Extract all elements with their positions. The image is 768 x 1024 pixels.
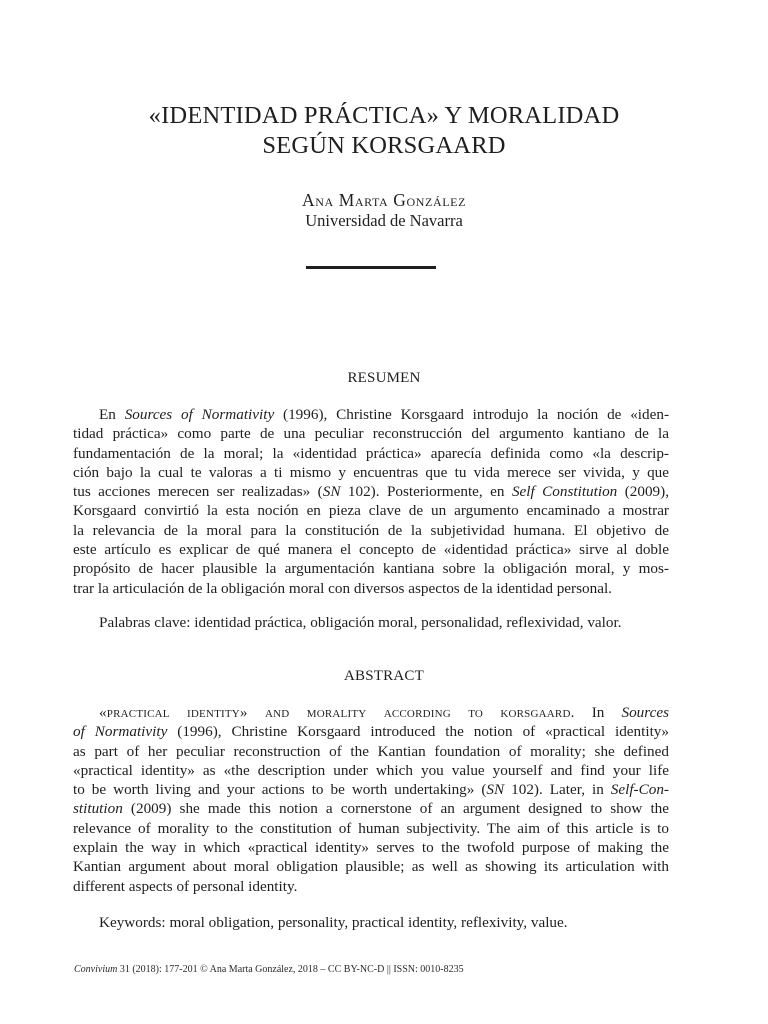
text-line <box>73 463 669 482</box>
text-run: of Normativity <box>73 723 168 741</box>
text-run: 102). Later, in <box>504 781 611 799</box>
text-run: Self-Con- <box>610 781 669 799</box>
resumen-keywords: Palabras clave: identidad práctica, obligación moral, personalidad, reflexividad, valor. <box>99 614 622 631</box>
author-name: Ana Marta González <box>301 190 467 210</box>
text-line <box>73 559 669 578</box>
text-line <box>73 703 669 722</box>
text-run: tus acciones merecen ser realizadas» ( <box>73 483 323 501</box>
text-run: explain the way in which «practical identity» serves to the twofold purpose of making the <box>73 839 669 857</box>
text-run: Kantian argument about moral obligation plausible; as well as showing its articulation with <box>73 858 669 876</box>
text-line <box>73 799 669 818</box>
text-run: la relevancia de la moral para la constitución de la subjetividad humana. El objetivo de <box>73 521 669 539</box>
text-run: ción bajo la cual te valoras a ti mismo y encuentras que tu vida merece ser vivida, y que <box>73 463 669 481</box>
text-run: (2009) she made this notion a cornerstone of an argument designed to show the <box>122 800 669 818</box>
text-line <box>73 501 669 520</box>
text-run: different aspects of personal identity. <box>73 877 298 895</box>
text-line <box>73 722 669 741</box>
text-run: «practical identity» as «the description under which you value yourself and find your life <box>73 761 669 779</box>
text-run: fundamentación de la moral; la «identidad práctica» aparecía definida como «la descrip- <box>73 444 669 462</box>
text-run: In <box>574 704 622 721</box>
resumen-paragraph <box>73 405 669 598</box>
text-run: Korsgaard convirtió la esta noción en pieza clave de un argumento encaminado a mostrar <box>73 502 669 520</box>
text-run: SN <box>322 483 341 501</box>
title-line-1: «IDENTIDAD PRÁCTICA» Y MORALIDAD <box>148 102 620 129</box>
text-line <box>73 838 669 857</box>
text-line <box>73 819 669 838</box>
page-footer <box>74 963 464 976</box>
text-line <box>73 877 669 896</box>
text-run: propósito de hacer plausible la argumentación kantiana sobre la obligación moral, y mos- <box>73 560 669 578</box>
text-line <box>73 742 669 761</box>
footer-citation: 31 (2018): 177-201 © Ana Marta González, 2018 – CC BY-NC-D || ISSN: 0010-8235 <box>117 964 464 975</box>
text-line <box>73 780 669 799</box>
article-title <box>0 101 768 161</box>
text-line <box>73 761 669 780</box>
abstract-paragraph <box>73 703 669 896</box>
text-run: 102). Posteriormente, en <box>340 483 512 501</box>
text-run: Self Constitution <box>511 483 618 501</box>
text-run: (1996), Christine Korsgaard introduced the notion of «practical identity» <box>167 723 669 741</box>
text-run: as part of her peculiar reconstruction of the Kantian foundation of morality; she defined <box>73 742 669 760</box>
text-line <box>73 579 669 598</box>
title-line-2: SEGÚN KORSGAARD <box>262 132 506 159</box>
text-run: SN <box>486 781 505 799</box>
text-run: (2009), <box>617 483 669 501</box>
text-run: to be worth living and your actions to be worth undertaking» ( <box>73 781 487 799</box>
resumen-heading: RESUMEN <box>347 370 421 386</box>
text-line <box>73 405 669 424</box>
text-line <box>73 424 669 443</box>
text-line <box>73 444 669 463</box>
text-line <box>73 482 669 501</box>
text-run: En <box>99 406 125 423</box>
abstract-keywords: Keywords: moral obligation, personality, practical identity, reflexivity, value. <box>99 914 568 931</box>
text-line <box>73 857 669 876</box>
text-line <box>73 521 669 540</box>
text-run: Sources of Normativity <box>124 406 275 423</box>
text-run: este artículo es explicar de qué manera el concepto de «identidad práctica» sirve al doble <box>73 541 669 559</box>
text-run: trar la articulación de la obligación moral con diversos aspectos de la identidad personal. <box>73 579 612 597</box>
author-affiliation: Universidad de Navarra <box>305 211 463 230</box>
text-line <box>73 540 669 559</box>
text-run: «practical identity» and morality according to korsgaard. <box>99 704 575 721</box>
abstract-heading: ABSTRACT <box>344 668 424 684</box>
text-run: (1996), Christine Korsgaard introdujo la noción de «iden- <box>274 406 670 423</box>
text-run: Sources <box>621 704 669 721</box>
text-run: stitution <box>73 800 123 818</box>
footer-journal: Convivium <box>74 964 118 975</box>
text-run: tidad práctica» como parte de una peculiar reconstrucción del argumento kantiano de la <box>73 425 669 443</box>
text-run: relevance of morality to the constitution of human subjectivity. The aim of this article is to <box>73 819 669 837</box>
title-divider <box>306 266 436 269</box>
